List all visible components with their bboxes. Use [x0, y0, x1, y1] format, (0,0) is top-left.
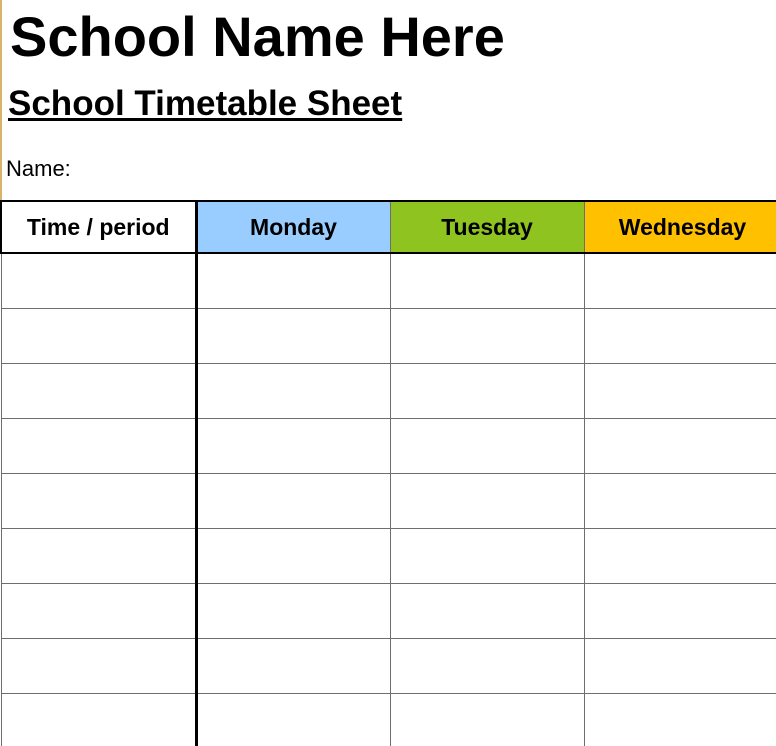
cell-wednesday[interactable] [584, 364, 776, 419]
cell-time-period[interactable] [1, 584, 196, 639]
cell-time-period[interactable] [1, 639, 196, 694]
cell-wednesday[interactable] [584, 309, 776, 364]
cell-monday[interactable] [196, 364, 390, 419]
name-label: Name: [6, 156, 71, 181]
cell-wednesday[interactable] [584, 694, 776, 746]
header-wednesday: Wednesday [584, 201, 776, 253]
timetable-row [1, 584, 776, 639]
cell-wednesday[interactable] [584, 529, 776, 584]
timetable-row [1, 419, 776, 474]
header-monday: Monday [196, 201, 390, 253]
cell-wednesday[interactable] [584, 474, 776, 529]
timetable-row [1, 694, 776, 746]
cell-wednesday[interactable] [584, 419, 776, 474]
timetable-row [1, 309, 776, 364]
cell-tuesday[interactable] [390, 309, 584, 364]
cell-tuesday[interactable] [390, 364, 584, 419]
cell-wednesday[interactable] [584, 253, 776, 309]
header-time-period: Time / period [1, 201, 196, 253]
cell-tuesday[interactable] [390, 529, 584, 584]
cell-tuesday[interactable] [390, 253, 584, 309]
cell-tuesday[interactable] [390, 419, 584, 474]
timetable-row [1, 639, 776, 694]
cell-wednesday[interactable] [584, 639, 776, 694]
timetable-row [1, 474, 776, 529]
cell-monday[interactable] [196, 419, 390, 474]
timetable-row [1, 364, 776, 419]
cell-monday[interactable] [196, 584, 390, 639]
header-row [1, 201, 776, 253]
cell-wednesday[interactable] [584, 584, 776, 639]
cell-time-period[interactable] [1, 364, 196, 419]
cell-monday[interactable] [196, 309, 390, 364]
sheet-title: School Timetable Sheet [8, 84, 403, 123]
cell-tuesday[interactable] [390, 639, 584, 694]
cell-tuesday[interactable] [390, 694, 584, 746]
school-name-heading: School Name Here [10, 5, 505, 68]
timetable-body [1, 253, 776, 746]
timetable-grid [0, 200, 776, 746]
cell-tuesday[interactable] [390, 584, 584, 639]
cell-monday[interactable] [196, 639, 390, 694]
cell-time-period[interactable] [1, 309, 196, 364]
cell-monday[interactable] [196, 529, 390, 584]
cell-time-period[interactable] [1, 694, 196, 746]
cell-tuesday[interactable] [390, 474, 584, 529]
timetable-row [1, 529, 776, 584]
header-tuesday: Tuesday [390, 201, 584, 253]
cell-monday[interactable] [196, 694, 390, 746]
cell-time-period[interactable] [1, 419, 196, 474]
cell-time-period[interactable] [1, 474, 196, 529]
cell-time-period[interactable] [1, 253, 196, 309]
cell-time-period[interactable] [1, 529, 196, 584]
timetable-row [1, 253, 776, 309]
cell-monday[interactable] [196, 253, 390, 309]
sheet-left-border [0, 0, 2, 200]
cell-monday[interactable] [196, 474, 390, 529]
